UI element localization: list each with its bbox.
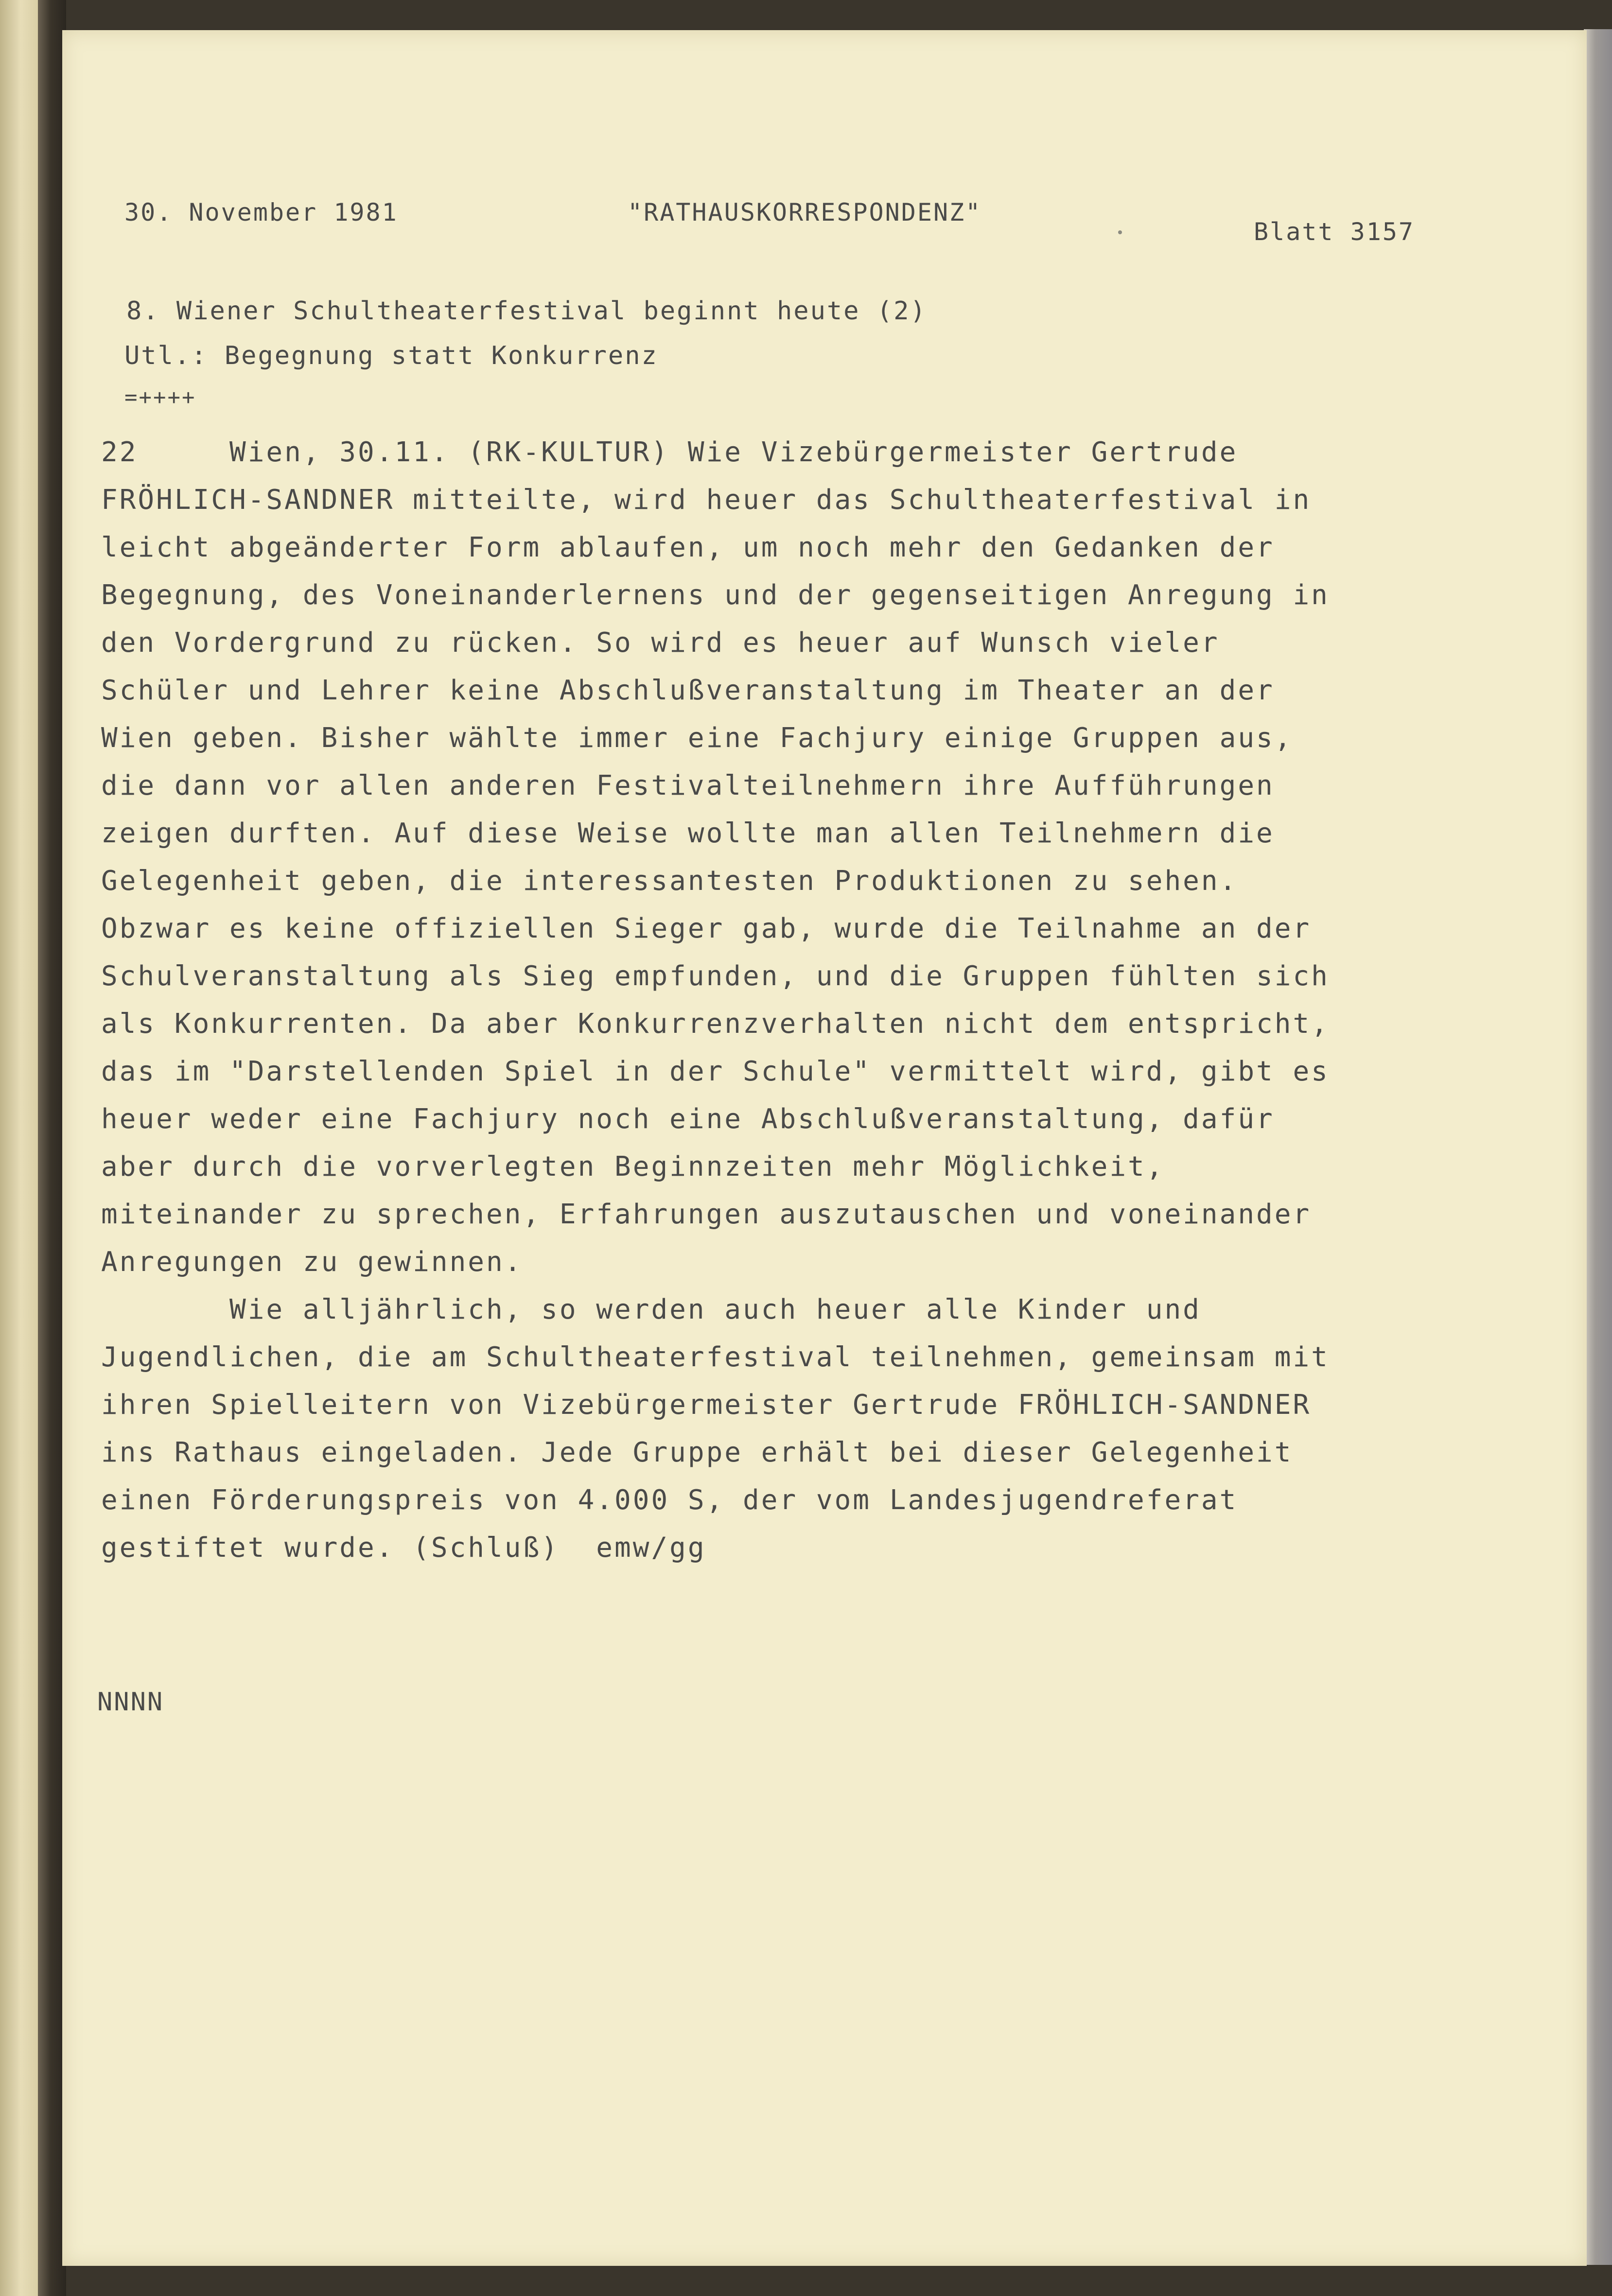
end-of-message-mark: NNNN xyxy=(97,1687,164,1717)
body-line: Anregungen zu gewinnen. xyxy=(101,1246,523,1278)
page-stack-edge xyxy=(1584,29,1612,2265)
body-line: das im "Darstellenden Spiel in der Schule" vermittelt wird, gibt es xyxy=(101,1056,1330,1087)
article-body xyxy=(101,429,1330,1572)
body-line: ihren Spielleitern von Vizebürgermeister Gertrude FRÖHLICH-SANDNER xyxy=(101,1389,1312,1421)
body-line: einen Förderungspreis von 4.000 S, der vom Landesjugendreferat xyxy=(101,1484,1238,1516)
body-line: als Konkurrenten. Da aber Konkurrenzverhalten nicht dem entspricht, xyxy=(101,1008,1330,1040)
body-line: FRÖHLICH-SANDNER mitteilte, wird heuer das Schultheaterfestival in xyxy=(101,484,1312,516)
body-line: miteinander zu sprechen, Erfahrungen auszutauschen und voneinander xyxy=(101,1199,1312,1230)
body-line: Begegnung, des Voneinanderlernens und der gegenseitigen Anregung in xyxy=(101,579,1330,611)
body-line: ins Rathaus eingeladen. Jede Gruppe erhält bei dieser Gelegenheit xyxy=(101,1437,1293,1468)
body-line: Obzwar es keine offiziellen Sieger gab, wurde die Teilnahme an der xyxy=(101,913,1312,944)
body-line: gestiftet wurde. (Schluß) emw/gg xyxy=(101,1532,706,1564)
body-line: aber durch die vorverlegten Beginnzeiten mehr Möglichkeit, xyxy=(101,1151,1165,1183)
body-line: den Vordergrund zu rücken. So wird es heuer auf Wunsch vieler xyxy=(101,627,1220,659)
facing-page-edge xyxy=(0,0,38,2296)
body-line: zeigen durften. Auf diese Weise wollte man allen Teilnehmern die xyxy=(101,818,1275,849)
article-subline: Utl.: Begegnung statt Konkurrenz xyxy=(124,341,658,370)
body-line: die dann vor allen anderen Festivalteilnehmern ihre Aufführungen xyxy=(101,770,1275,801)
body-line: Gelegenheit geben, die interessantesten Produktionen zu sehen. xyxy=(101,865,1238,897)
sheet-number: Blatt 3157 xyxy=(1254,218,1415,246)
body-line: heuer weder eine Fachjury noch eine Abschlußveranstaltung, dafür xyxy=(101,1103,1275,1135)
document-sheet xyxy=(62,30,1587,2266)
body-line: Wien geben. Bisher wählte immer eine Fachjury einige Gruppen aus, xyxy=(101,722,1293,754)
body-line: Schulveranstaltung als Sieg empfunden, und die Gruppen fühlten sich xyxy=(101,960,1330,992)
publication-title: "RATHAUSKORRESPONDENZ" xyxy=(628,198,982,226)
body-line: Schüler und Lehrer keine Abschlußveranstaltung im Theater an der xyxy=(101,675,1275,706)
body-line: Jugendlichen, die am Schultheaterfestival teilnehmen, gemeinsam mit xyxy=(101,1341,1330,1373)
article-headline: 8. Wiener Schultheaterfestival beginnt heute (2) xyxy=(126,296,927,326)
body-line: leicht abgeänderter Form ablaufen, um noch mehr den Gedanken der xyxy=(101,532,1275,563)
document-date: 30. November 1981 xyxy=(124,198,398,226)
separator-marks: =++++ xyxy=(124,385,196,410)
body-line: Wie alljährlich, so werden auch heuer alle Kinder und xyxy=(101,1294,1201,1325)
body-line: 22 Wien, 30.11. (RK-KULTUR) Wie Vizebürgermeister Gertrude xyxy=(101,436,1238,468)
ink-dot xyxy=(1118,230,1122,234)
